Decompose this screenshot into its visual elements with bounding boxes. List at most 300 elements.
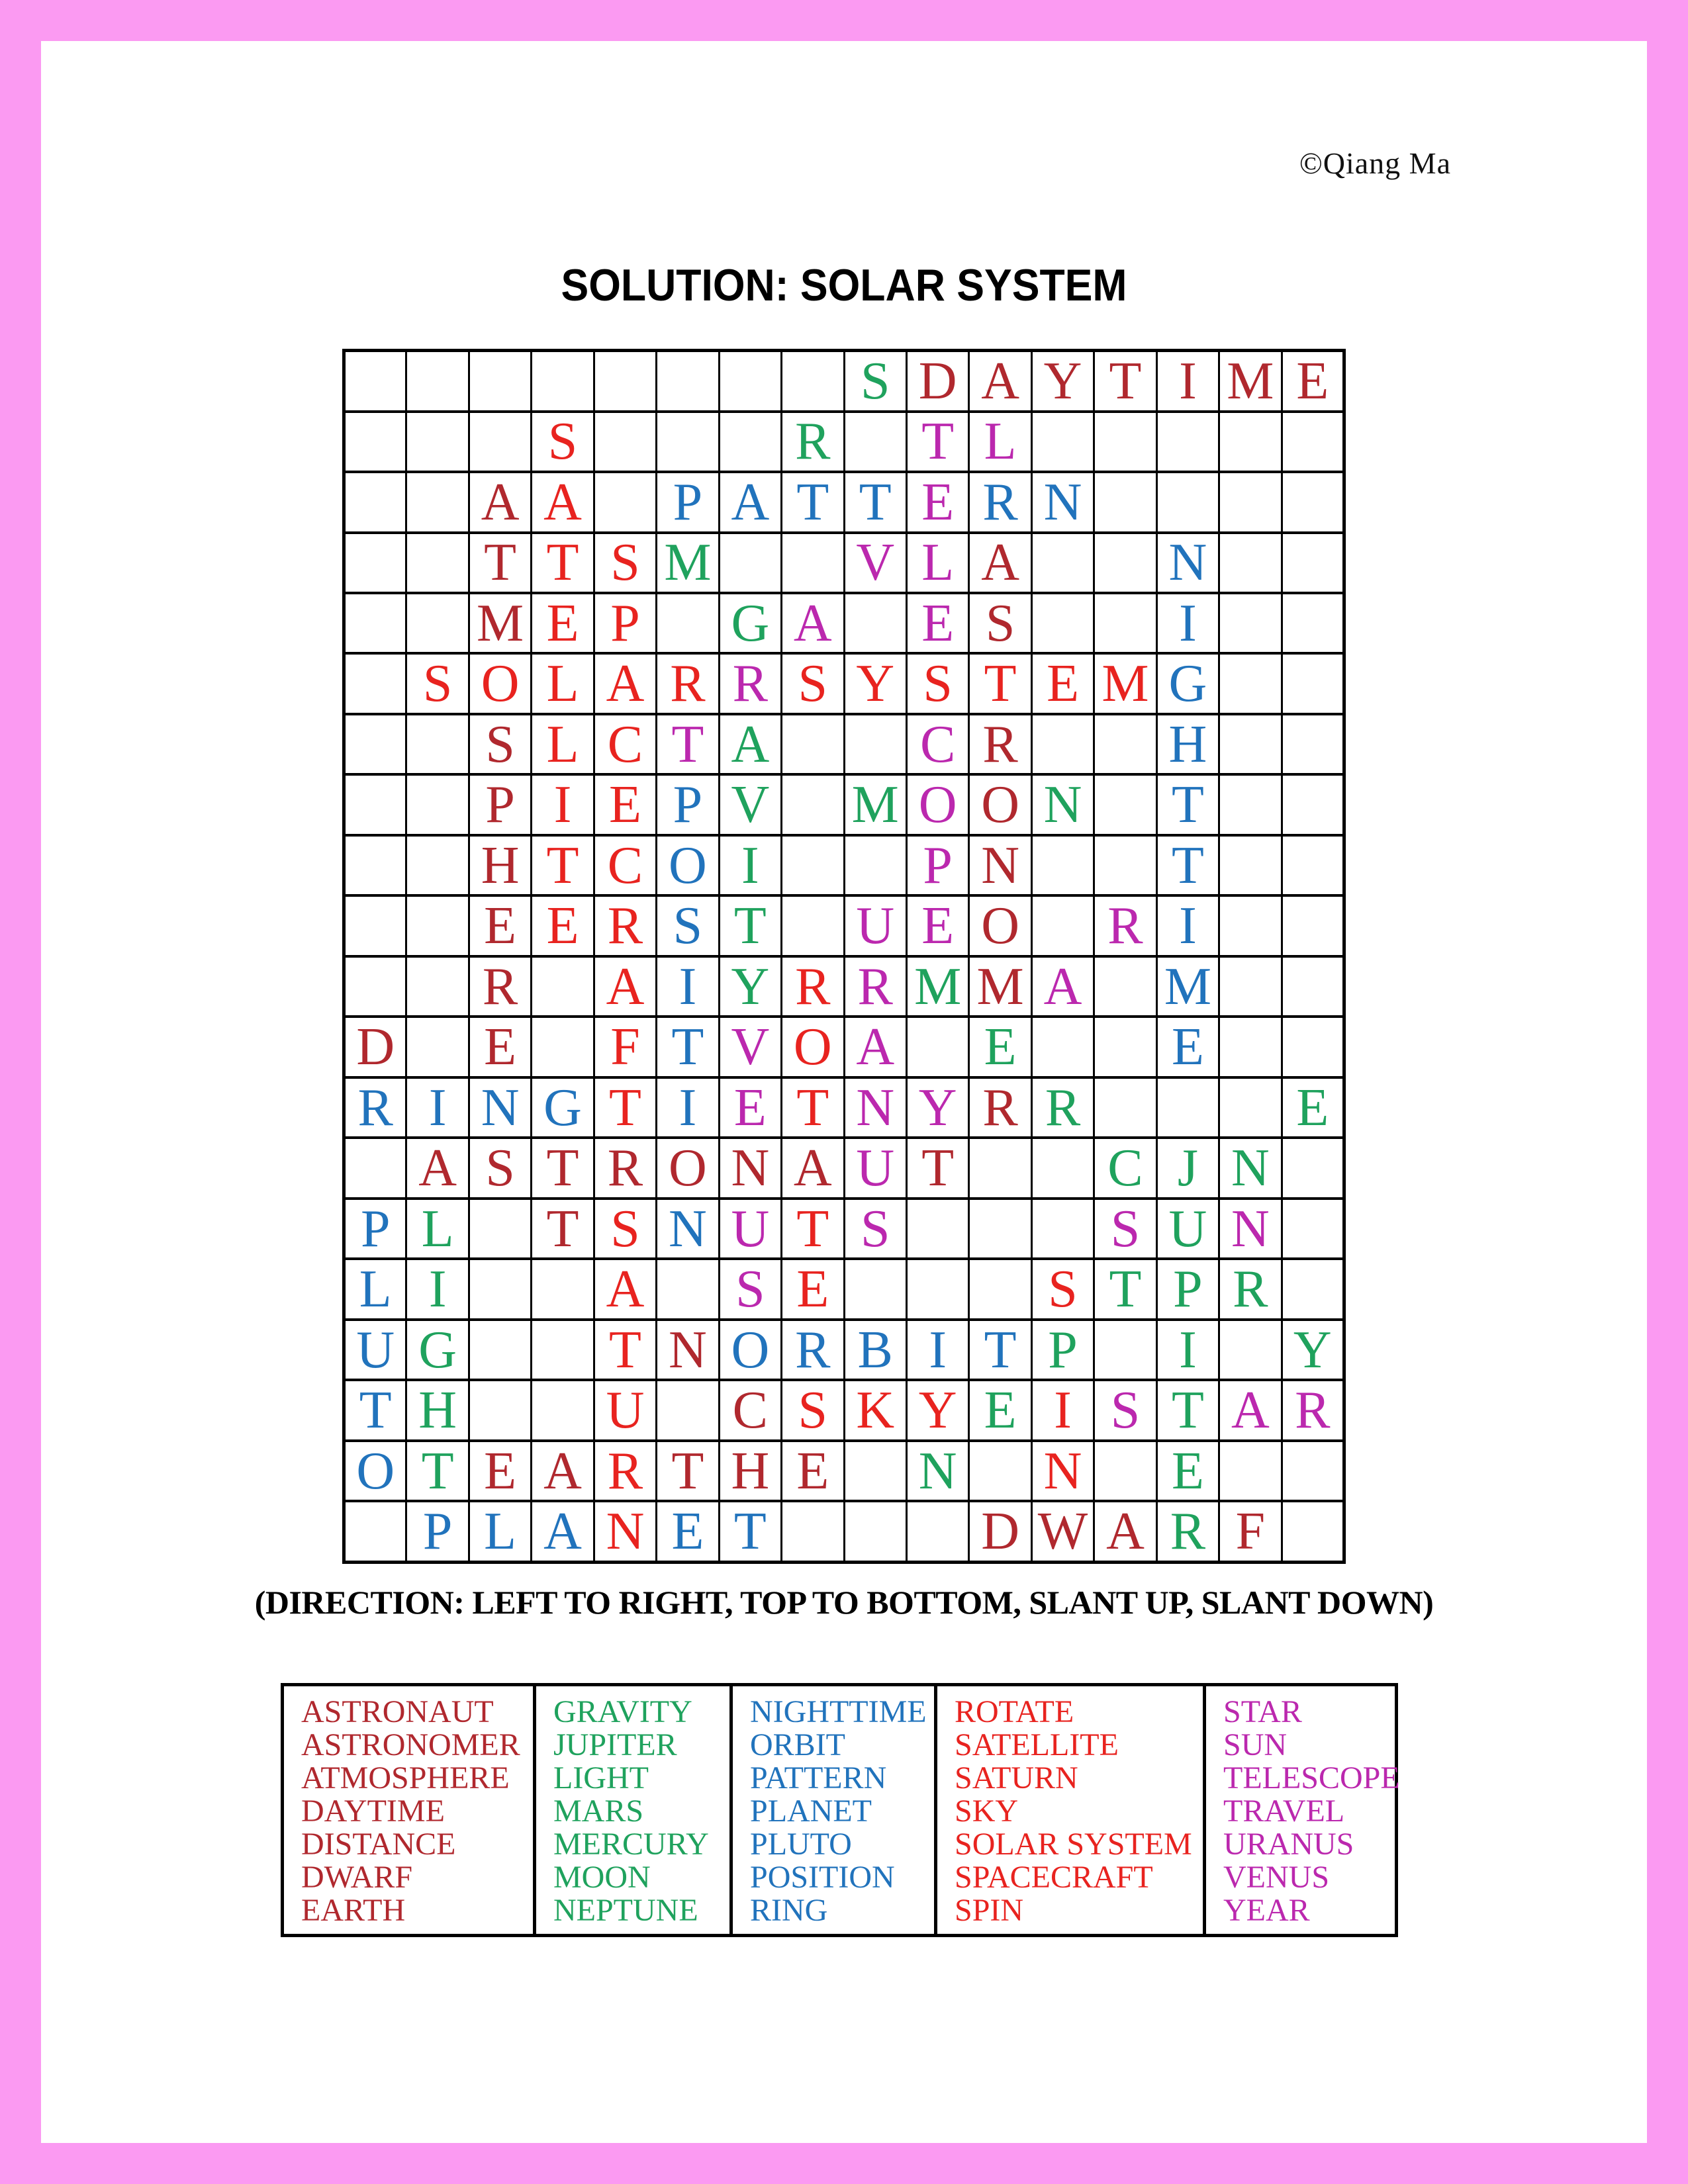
grid-cell: S — [532, 412, 594, 472]
grid-cell: S — [719, 1259, 781, 1319]
grid-cell — [1156, 1077, 1219, 1138]
word-list-column — [536, 1683, 733, 1937]
word-list-item: DAYTIME — [301, 1794, 445, 1829]
grid-cell: S — [1094, 1380, 1156, 1440]
word-list-item: NEPTUNE — [553, 1893, 698, 1928]
grid-cell: T — [782, 1199, 844, 1259]
grid-cell — [657, 1380, 719, 1440]
grid-cell: Y — [719, 956, 781, 1017]
word-list-item: SPACECRAFT — [955, 1860, 1153, 1895]
grid-cell: N — [1156, 533, 1219, 593]
grid-cell — [344, 956, 406, 1017]
grid-cell: S — [657, 895, 719, 956]
grid-cell — [719, 412, 781, 472]
grid-cell: S — [594, 533, 656, 593]
grid-row — [344, 1259, 1344, 1319]
grid-cell — [344, 1138, 406, 1198]
grid-cell: A — [782, 593, 844, 653]
grid-cell: D — [969, 1501, 1031, 1562]
grid-cell: I — [1156, 351, 1219, 412]
grid-cell — [406, 593, 469, 653]
grid-cell: L — [406, 1199, 469, 1259]
worksheet-page — [41, 41, 1647, 2143]
grid-cell — [719, 533, 781, 593]
grid-cell — [1219, 895, 1282, 956]
grid-cell — [344, 835, 406, 895]
page-title: SOLUTION: SOLAR SYSTEM — [561, 260, 1127, 310]
grid-cell — [406, 1017, 469, 1077]
grid-cell — [1031, 1199, 1094, 1259]
grid-cell — [782, 835, 844, 895]
grid-cell — [844, 714, 906, 774]
grid-cell — [406, 533, 469, 593]
grid-cell — [406, 956, 469, 1017]
grid-row — [344, 714, 1344, 774]
grid-cell: T — [844, 472, 906, 532]
grid-cell: Y — [844, 653, 906, 713]
grid-cell — [1031, 593, 1094, 653]
grid-cell — [344, 774, 406, 835]
grid-cell: T — [344, 1380, 406, 1440]
word-list-item: DWARF — [301, 1860, 413, 1895]
grid-cell — [1282, 1017, 1344, 1077]
grid-cell: I — [532, 774, 594, 835]
grid-cell: N — [1031, 774, 1094, 835]
grid-cell: V — [719, 1017, 781, 1077]
grid-cell: T — [1094, 1259, 1156, 1319]
grid-cell: S — [782, 1380, 844, 1440]
grid-cell: T — [657, 1017, 719, 1077]
grid-cell: N — [1219, 1138, 1282, 1198]
grid-cell — [469, 1259, 531, 1319]
grid-cell: U — [1156, 1199, 1219, 1259]
grid-cell: R — [969, 472, 1031, 532]
grid-cell — [906, 1199, 968, 1259]
grid-cell: V — [844, 533, 906, 593]
grid-cell — [469, 1199, 531, 1259]
direction-note: (DIRECTION: LEFT TO RIGHT, TOP TO BOTTOM, SLANT UP, SLANT DOWN) — [254, 1584, 1434, 1621]
grid-cell: C — [719, 1380, 781, 1440]
word-list-item: TRAVEL — [1223, 1794, 1345, 1829]
word-list-column — [1206, 1683, 1398, 1937]
grid-cell: A — [1094, 1501, 1156, 1562]
grid-cell — [594, 472, 656, 532]
grid-cell: E — [906, 472, 968, 532]
grid-cell: R — [1219, 1259, 1282, 1319]
grid-cell: A — [532, 1441, 594, 1501]
grid-cell: T — [1156, 835, 1219, 895]
grid-cell — [344, 1501, 406, 1562]
grid-cell: E — [969, 1380, 1031, 1440]
grid-cell: T — [906, 1138, 968, 1198]
grid-cell — [1219, 472, 1282, 532]
word-list-item: ASTRONAUT — [301, 1694, 494, 1729]
grid-row — [344, 1199, 1344, 1259]
grid-cell — [344, 593, 406, 653]
grid-cell: T — [906, 412, 968, 472]
grid-cell — [1282, 895, 1344, 956]
word-list-item: TELESCOPE — [1223, 1760, 1400, 1796]
grid-row — [344, 653, 1344, 713]
grid-cell: T — [782, 472, 844, 532]
grid-cell: E — [1156, 1017, 1219, 1077]
grid-cell — [406, 472, 469, 532]
word-list-item: DISTANCE — [301, 1827, 456, 1862]
grid-cell: N — [1219, 1199, 1282, 1259]
grid-cell: E — [906, 895, 968, 956]
grid-cell: N — [906, 1441, 968, 1501]
grid-cell: M — [1094, 653, 1156, 713]
grid-cell: E — [1031, 653, 1094, 713]
grid-cell: O — [344, 1441, 406, 1501]
grid-cell: M — [1219, 351, 1282, 412]
grid-cell: S — [594, 1199, 656, 1259]
grid-cell — [532, 956, 594, 1017]
grid-cell: R — [594, 895, 656, 956]
grid-cell: I — [1156, 593, 1219, 653]
word-list-item: ATMOSPHERE — [301, 1760, 510, 1796]
grid-cell: P — [594, 593, 656, 653]
grid-cell: U — [844, 895, 906, 956]
grid-cell: D — [344, 1017, 406, 1077]
grid-cell: E — [657, 1501, 719, 1562]
grid-cell — [406, 412, 469, 472]
word-list-item: PLUTO — [750, 1827, 852, 1862]
word-list-item: SATELLITE — [955, 1727, 1119, 1762]
grid-cell: H — [1156, 714, 1219, 774]
grid-cell: U — [844, 1138, 906, 1198]
grid-cell: R — [1031, 1077, 1094, 1138]
grid-cell: P — [469, 774, 531, 835]
grid-cell: T — [657, 714, 719, 774]
grid-cell: N — [657, 1320, 719, 1380]
grid-cell: A — [594, 956, 656, 1017]
grid-cell — [906, 1501, 968, 1562]
grid-cell — [1094, 593, 1156, 653]
grid-cell: M — [1156, 956, 1219, 1017]
grid-cell: S — [469, 714, 531, 774]
grid-cell — [1094, 533, 1156, 593]
grid-cell: N — [594, 1501, 656, 1562]
grid-cell — [1094, 774, 1156, 835]
grid-cell — [344, 412, 406, 472]
grid-cell: U — [594, 1380, 656, 1440]
grid-cell — [657, 593, 719, 653]
grid-cell: K — [844, 1380, 906, 1440]
grid-cell — [1156, 412, 1219, 472]
grid-cell — [1031, 895, 1094, 956]
grid-cell — [406, 714, 469, 774]
grid-cell: N — [657, 1199, 719, 1259]
grid-cell: I — [1156, 1320, 1219, 1380]
grid-cell: U — [719, 1199, 781, 1259]
grid-cell: C — [1094, 1138, 1156, 1198]
grid-cell: T — [532, 835, 594, 895]
grid-cell: A — [532, 472, 594, 532]
grid-cell — [1094, 472, 1156, 532]
grid-cell: E — [782, 1441, 844, 1501]
grid-cell: T — [532, 1138, 594, 1198]
grid-cell: Y — [1282, 1320, 1344, 1380]
grid-cell: O — [906, 774, 968, 835]
word-list-item: PATTERN — [750, 1760, 887, 1796]
grid-cell — [1094, 956, 1156, 1017]
grid-cell: S — [906, 653, 968, 713]
grid-cell — [1282, 533, 1344, 593]
grid-cell — [969, 1199, 1031, 1259]
grid-cell — [906, 1017, 968, 1077]
grid-cell: A — [1031, 956, 1094, 1017]
grid-cell: L — [906, 533, 968, 593]
grid-cell — [1031, 714, 1094, 774]
grid-cell: S — [844, 1199, 906, 1259]
grid-cell: T — [532, 533, 594, 593]
grid-cell — [719, 351, 781, 412]
grid-cell — [1031, 1138, 1094, 1198]
grid-cell — [406, 351, 469, 412]
grid-cell — [906, 1259, 968, 1319]
grid-cell — [1219, 714, 1282, 774]
grid-cell: P — [906, 835, 968, 895]
grid-cell — [1219, 533, 1282, 593]
grid-cell — [1219, 1077, 1282, 1138]
grid-cell: C — [594, 835, 656, 895]
grid-cell: R — [1282, 1380, 1344, 1440]
grid-cell — [1156, 472, 1219, 532]
grid-cell — [1219, 956, 1282, 1017]
grid-cell: R — [594, 1441, 656, 1501]
grid-cell: I — [657, 956, 719, 1017]
grid-cell — [406, 835, 469, 895]
grid-cell — [969, 1138, 1031, 1198]
grid-cell: S — [1094, 1199, 1156, 1259]
grid-row — [344, 472, 1344, 532]
grid-cell — [594, 351, 656, 412]
word-list-item: NIGHTTIME — [750, 1694, 927, 1729]
grid-cell: T — [594, 1077, 656, 1138]
grid-cell: R — [1156, 1501, 1219, 1562]
grid-cell: G — [1156, 653, 1219, 713]
grid-cell: V — [719, 774, 781, 835]
grid-cell — [782, 533, 844, 593]
grid-cell — [469, 351, 531, 412]
grid-cell: I — [657, 1077, 719, 1138]
grid-cell: O — [657, 835, 719, 895]
word-list-item: SPIN — [955, 1893, 1024, 1928]
grid-cell: Y — [1031, 351, 1094, 412]
grid-cell: N — [1031, 1441, 1094, 1501]
word-list-item: POSITION — [750, 1860, 895, 1895]
grid-cell: F — [594, 1017, 656, 1077]
grid-cell — [1094, 1017, 1156, 1077]
grid-cell: M — [657, 533, 719, 593]
word-list-item: SOLAR SYSTEM — [955, 1827, 1192, 1862]
grid-row — [344, 412, 1344, 472]
grid-cell — [1282, 593, 1344, 653]
grid-cell: A — [594, 1259, 656, 1319]
grid-cell — [1094, 1077, 1156, 1138]
grid-cell — [1031, 533, 1094, 593]
word-list-item: GRAVITY — [553, 1694, 692, 1729]
grid-cell — [1094, 714, 1156, 774]
grid-cell: T — [1156, 1380, 1219, 1440]
grid-cell: T — [782, 1077, 844, 1138]
grid-cell: S — [782, 653, 844, 713]
grid-cell: E — [1282, 351, 1344, 412]
grid-cell: R — [782, 956, 844, 1017]
grid-cell — [532, 1017, 594, 1077]
word-list-item: YEAR — [1223, 1893, 1310, 1928]
grid-cell: A — [844, 1017, 906, 1077]
grid-cell: R — [1094, 895, 1156, 956]
grid-cell — [344, 351, 406, 412]
word-list-item: MERCURY — [553, 1827, 709, 1862]
grid-cell — [1282, 412, 1344, 472]
grid-cell: T — [469, 533, 531, 593]
grid-cell: E — [594, 774, 656, 835]
grid-cell: P — [657, 472, 719, 532]
grid-cell — [344, 533, 406, 593]
grid-cell: S — [406, 653, 469, 713]
grid-cell: N — [1031, 472, 1094, 532]
grid-cell — [344, 895, 406, 956]
grid-cell: P — [344, 1199, 406, 1259]
word-list-item: STAR — [1223, 1694, 1302, 1729]
grid-cell — [782, 1501, 844, 1562]
grid-cell: E — [782, 1259, 844, 1319]
grid-cell: I — [406, 1077, 469, 1138]
grid-row — [344, 1441, 1344, 1501]
grid-cell: A — [719, 472, 781, 532]
grid-cell: T — [969, 1320, 1031, 1380]
grid-cell: A — [594, 653, 656, 713]
grid-cell: E — [532, 895, 594, 956]
grid-cell: O — [657, 1138, 719, 1198]
word-list-item: URANUS — [1223, 1827, 1354, 1862]
grid-cell — [1282, 472, 1344, 532]
grid-cell: S — [969, 593, 1031, 653]
grid-cell: R — [782, 412, 844, 472]
grid-cell — [1282, 774, 1344, 835]
word-list-item: SUN — [1223, 1727, 1288, 1762]
grid-cell — [1219, 774, 1282, 835]
grid-cell — [532, 1320, 594, 1380]
grid-cell: T — [406, 1441, 469, 1501]
grid-cell — [1031, 1017, 1094, 1077]
grid-cell: D — [906, 351, 968, 412]
grid-cell — [1282, 1199, 1344, 1259]
grid-cell: S — [1031, 1259, 1094, 1319]
grid-cell: N — [719, 1138, 781, 1198]
grid-cell — [594, 412, 656, 472]
grid-cell: S — [844, 351, 906, 412]
word-list-item: SATURN — [955, 1760, 1078, 1796]
grid-cell: Y — [906, 1077, 968, 1138]
grid-cell — [1282, 1501, 1344, 1562]
grid-cell — [1219, 1441, 1282, 1501]
grid-cell: L — [344, 1259, 406, 1319]
grid-cell — [1219, 412, 1282, 472]
grid-cell: Y — [906, 1380, 968, 1440]
word-list-item: EARTH — [301, 1893, 406, 1928]
word-list-item: JUPITER — [553, 1727, 677, 1762]
grid-cell: C — [906, 714, 968, 774]
grid-cell: W — [1031, 1501, 1094, 1562]
grid-cell: T — [719, 1501, 781, 1562]
grid-cell — [406, 895, 469, 956]
grid-cell: R — [782, 1320, 844, 1380]
grid-cell: P — [406, 1501, 469, 1562]
word-list-item: RING — [750, 1893, 828, 1928]
grid-row — [344, 351, 1344, 412]
grid-cell — [782, 714, 844, 774]
grid-cell — [1094, 1320, 1156, 1380]
grid-cell — [469, 412, 531, 472]
grid-cell: A — [782, 1138, 844, 1198]
grid-cell — [532, 351, 594, 412]
grid-cell: O — [969, 895, 1031, 956]
grid-cell — [1094, 1441, 1156, 1501]
grid-cell — [469, 1380, 531, 1440]
grid-cell: M — [969, 956, 1031, 1017]
grid-row — [344, 774, 1344, 835]
grid-cell: I — [906, 1320, 968, 1380]
grid-cell: E — [469, 1017, 531, 1077]
grid-cell: H — [719, 1441, 781, 1501]
grid-cell: B — [844, 1320, 906, 1380]
grid-cell: H — [406, 1380, 469, 1440]
grid-row — [344, 593, 1344, 653]
grid-row — [344, 1501, 1344, 1562]
grid-cell: R — [969, 1077, 1031, 1138]
word-list-item: ASTRONOMER — [301, 1727, 520, 1762]
grid-cell: O — [469, 653, 531, 713]
grid-cell: P — [1156, 1259, 1219, 1319]
grid-row — [344, 533, 1344, 593]
grid-cell: G — [719, 593, 781, 653]
grid-cell: R — [657, 653, 719, 713]
grid-cell: R — [844, 956, 906, 1017]
grid-cell — [782, 351, 844, 412]
word-list-item: SKY — [955, 1794, 1019, 1829]
grid-cell: I — [1156, 895, 1219, 956]
word-list-column — [937, 1683, 1206, 1937]
grid-cell — [844, 1441, 906, 1501]
word-list-table — [281, 1683, 1398, 1937]
grid-cell: E — [719, 1077, 781, 1138]
grid-cell: U — [344, 1320, 406, 1380]
grid-cell — [344, 472, 406, 532]
grid-cell: T — [1156, 774, 1219, 835]
grid-cell — [1282, 1441, 1344, 1501]
word-list-item: ORBIT — [750, 1727, 845, 1762]
grid-cell — [657, 1259, 719, 1319]
grid-cell: N — [844, 1077, 906, 1138]
grid-cell: R — [719, 653, 781, 713]
grid-cell — [406, 774, 469, 835]
grid-row — [344, 1320, 1344, 1380]
word-list-item: ROTATE — [955, 1694, 1074, 1729]
grid-cell: M — [906, 956, 968, 1017]
grid-cell — [344, 714, 406, 774]
grid-cell: G — [406, 1320, 469, 1380]
word-list-item: VENUS — [1223, 1860, 1330, 1895]
grid-row — [344, 1380, 1344, 1440]
grid-cell: M — [469, 593, 531, 653]
grid-cell — [1031, 835, 1094, 895]
grid-cell: E — [969, 1017, 1031, 1077]
grid-cell: E — [532, 593, 594, 653]
